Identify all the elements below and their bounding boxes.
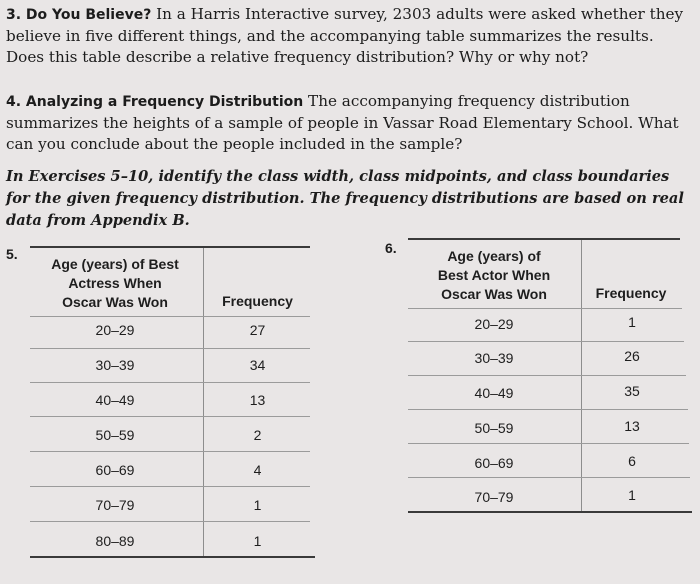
table-6-age-header-line-2: Best Actor When [437,267,551,283]
table-5-row-4-age: 50–59 [95,427,135,443]
table-6-number: 6. [385,240,397,256]
table-5-header-rule [30,316,310,317]
table-5-row-6-freq: 1 [253,497,262,513]
table-6-row-1-age: 20–29 [474,316,514,332]
table-6-row-1-freq: 1 [628,314,636,330]
table-5-row-1-freq: 27 [249,322,266,338]
table-5-frequency-header: Frequency [222,293,293,309]
table-6-row-rule [408,341,684,342]
table-6-row-4-freq: 13 [624,418,640,434]
table-6-row-3-age: 40–49 [474,385,514,401]
table-6-row-6-age: 70–79 [474,489,514,505]
table-5-row-1-age: 20–29 [95,322,135,338]
table-5-top-rule [30,246,310,248]
table-5-row-rule [30,486,310,487]
table-6-row-rule [408,477,690,478]
table-6-row-5-freq: 6 [628,453,636,469]
exercise-3-text: In a Harris Interactive survey, 2303 adults were asked whether they believe in five different things, and the accompanying table summarizes the results. Does this table describe a relative frequency distribution? Why or why not? [6,5,684,66]
table-5-row-5-age: 60–69 [95,462,135,478]
table-5-row-5-freq: 4 [253,462,262,478]
table-6-row-rule [408,409,688,410]
exercise-3 [6,4,694,68]
exercise-3-title: Do You Believe? [25,7,152,23]
exercise-instructions: In Exercises 5–10, identify the class width, class midpoints, and class boundaries for the given frequency distribution. The frequency distributions are based on real data from Appendix B. [6,168,684,229]
table-6-row-5-age: 60–69 [474,455,514,471]
table-6-frequency-header: Frequency [595,285,667,301]
exercise-4-number: 4. [6,94,22,110]
table-6-row-3-freq: 35 [624,383,640,399]
table-5-row-6-age: 70–79 [95,497,135,513]
table-5-row-2-freq: 34 [249,357,266,373]
table-6-header-rule [408,308,682,309]
table-5-age-header-line-3: Oscar Was Won [62,294,168,310]
table-5-row-rule [30,416,310,417]
table-6-row-4-age: 50–59 [474,420,514,436]
table-5-row-4-freq: 2 [253,427,262,443]
exercise-3-number: 3. [6,7,22,23]
table-5-row-3-freq: 13 [249,392,266,408]
table-5-row-3-age: 40–49 [95,392,135,408]
exercise-4-text: The accompanying frequency distribution summarizes the heights of a sample of people in Vassar Road Elementary School. What can you conclude about the people included in the sample? [6,92,679,153]
table-5-row-rule [30,451,310,452]
table-5-column-divider [203,248,204,556]
table-6-row-2-age: 30–39 [474,350,514,366]
table-5-number: 5. [6,246,18,262]
table-5-row-2-age: 30–39 [95,357,135,373]
table-6-age-header-line-1: Age (years) of [447,248,541,264]
table-6-row-2-freq: 26 [624,348,640,364]
table-5-row-rule [30,348,310,349]
table-5-bottom-rule [30,556,315,558]
table-5-row-7-age: 80–89 [95,533,135,549]
exercise-4 [6,91,694,155]
table-6-age-header-line-3: Oscar Was Won [441,286,547,302]
table-6-column-divider [581,240,582,512]
table-5-age-header-line-2: Actress When [68,275,162,291]
table-6-row-rule [408,375,686,376]
table-6-bottom-rule [408,511,692,513]
table-6-row-rule [408,443,689,444]
table-6-top-rule [408,238,680,240]
table-6-age-header [408,247,580,304]
table-5-row-rule [30,521,310,522]
table-5-row-7-freq: 1 [253,533,262,549]
table-5-row-rule [30,382,310,383]
table-6-row-6-freq: 1 [628,487,636,503]
exercise-4-title: Analyzing a Frequency Distribution [25,94,304,110]
table-5-age-header [30,255,200,312]
table-5-age-header-line-1: Age (years) of Best [51,256,179,272]
